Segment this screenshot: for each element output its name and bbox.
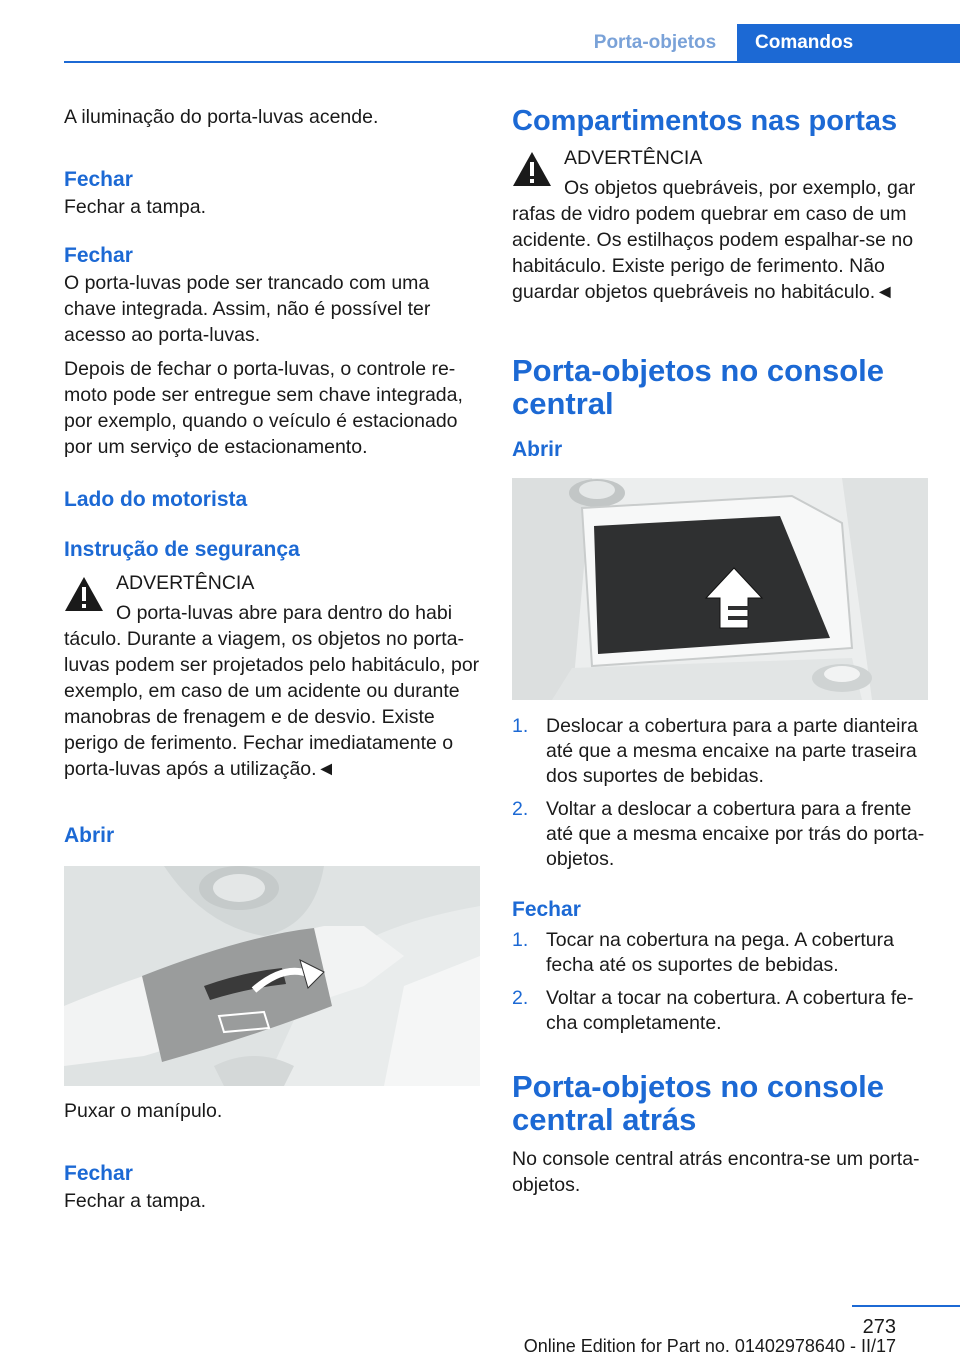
glovebox-illustration: [64, 866, 480, 1086]
list-item: [512, 714, 928, 789]
header-chapter-tab: Comandos: [737, 24, 960, 62]
page-number: 273: [862, 1316, 896, 1338]
warning-title-door: ADVERTÊNCIA: [564, 147, 703, 169]
right-column: [512, 100, 928, 1198]
heading-door-compartments: Compartimentos nas portas: [512, 105, 898, 137]
step-text: Voltar a tocar na cobertura. A cobertura fecha completamente.: [546, 987, 914, 1034]
step-text: Deslocar a cobertura para a parte dianteira até que a mesma encaixe na parte traseira dos suportes de bebidas.: [546, 715, 918, 787]
paragraph-pull: Puxar o manípulo.: [64, 1100, 223, 1122]
paragraph-lock: O porta-luvas pode ser trancado com uma chave integrada. Assim, não é possível ter acesso ao porta-luvas.: [64, 272, 431, 346]
heading-driver-side: Lado do motorista: [64, 488, 248, 511]
paragraph-close-2: Fechar a tampa.: [64, 1190, 206, 1212]
list-item: [512, 986, 928, 1036]
paragraph-rear-console: No console central atrás encontra-se um porta-objetos.: [512, 1148, 920, 1196]
warning-triangle-icon: [64, 576, 104, 612]
warning-text: táculo. Durante a viagem, os objetos no porta-luvas podem ser projetados pelo habitáculo, por exemplo, em caso de um acidente ou durante manobras de frenagem e de desvio. Existe perigo de ferimento. Fechar imediatamente o porta-luvas após a utilização.◄: [64, 628, 480, 780]
heading-open: Abrir: [64, 824, 115, 847]
paragraph-light: A iluminação do porta-luvas acende.: [64, 106, 379, 128]
footer-rule: [852, 1305, 960, 1307]
warning-text-door: rafas de vidro podem quebrar em caso de um acidente. Os estilhaços podem espalhar-se no habitáculo. Existe perigo de ferimento. Não guardar objetos quebráveis no habitáculo.◄: [512, 203, 914, 303]
step-number: 1.: [512, 715, 529, 737]
header-section-tab: Porta-objetos: [593, 32, 717, 53]
step-text: Voltar a deslocar a cobertura para a frente até que a mesma encaixe por trás do porta-objetos.: [546, 798, 925, 870]
close-steps-list: [512, 928, 928, 1036]
warning-text-first-door: Os objetos quebráveis, por exemplo, gar: [564, 177, 916, 199]
heading-center-console: Porta-objetos no console central: [512, 353, 885, 421]
heading-rear-console: Porta-objetos no console central atrás: [512, 1069, 885, 1137]
warning-title: ADVERTÊNCIA: [116, 572, 255, 594]
edition-note: Online Edition for Part no. 01402978640 - II/17: [523, 1336, 896, 1356]
paragraph-valet: Depois de fechar o porta-luvas, o controle remoto pode ser entregue sem chave integrada, por exemplo, quando o veículo é estacionado por um serviço de estacionamento.: [64, 358, 463, 458]
heading-lock: Fechar: [64, 244, 133, 267]
heading-close-2: Fechar: [64, 1162, 133, 1185]
list-item: [512, 928, 928, 978]
heading-safety: Instrução de segurança: [64, 538, 300, 561]
left-column: [64, 100, 480, 1214]
open-steps-list: [512, 714, 928, 872]
step-number: 2.: [512, 798, 529, 820]
warning-block: [64, 570, 480, 782]
heading-close-1: Fechar: [64, 168, 133, 191]
step-number: 2.: [512, 987, 529, 1009]
console-illustration: [512, 478, 928, 700]
heading-console-open: Abrir: [512, 438, 563, 461]
warning-block-door: [512, 145, 928, 305]
header-rule: [64, 61, 960, 63]
paragraph-close-1: Fechar a tampa.: [64, 196, 206, 218]
heading-console-close: Fechar: [512, 898, 581, 921]
step-text: Tocar na cobertura na pega. A cobertura fecha até os suportes de bebidas.: [546, 929, 894, 976]
list-item: [512, 797, 928, 872]
warning-triangle-icon: [512, 151, 552, 187]
step-number: 1.: [512, 929, 529, 951]
warning-text-first: O porta-luvas abre para dentro do habi: [116, 602, 453, 624]
